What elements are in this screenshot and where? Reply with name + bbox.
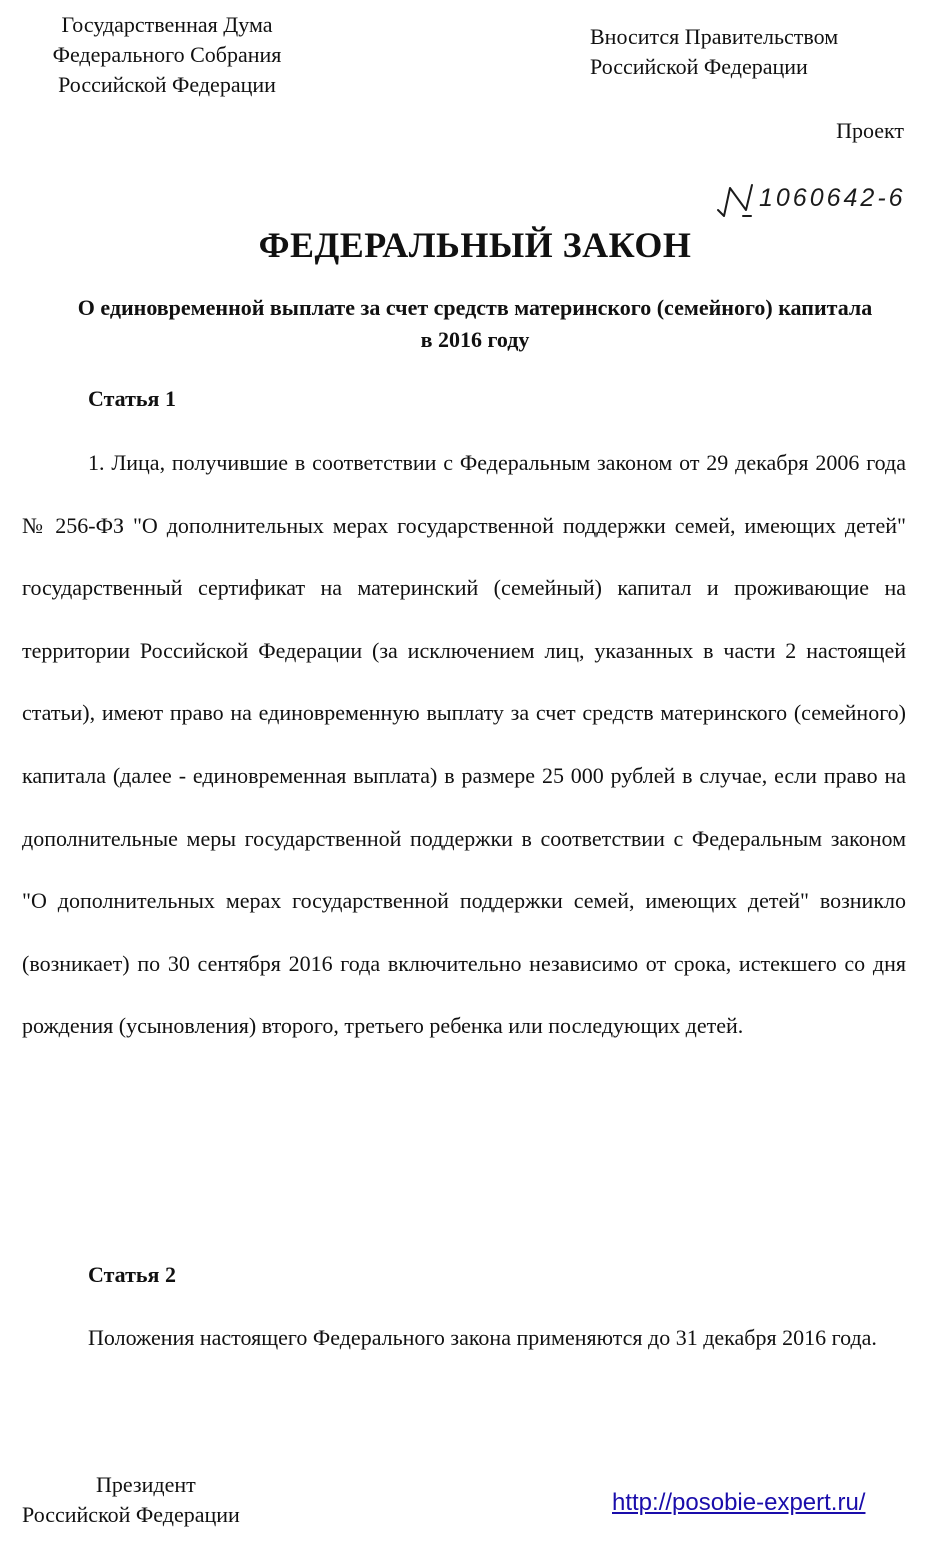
- header-left-line2: Федерального Собрания: [52, 42, 282, 67]
- signature-line2: Российской Федерации: [22, 1502, 240, 1527]
- header-right-block: [590, 22, 920, 82]
- project-label: Проект: [836, 118, 904, 143]
- handwritten-registration-number: [715, 176, 930, 224]
- document-subtitle: О единовременной выплате за счет средств материнского (семейного) капитала в 2016 году: [77, 295, 873, 352]
- article1-heading: Статья 1: [88, 386, 176, 411]
- article1-text: 1. Лица, получившие в соответствии с Федеральным законом от 29 декабря 2006 года № 256-ФЗ "О дополнительных мерах государственной поддержки семей, имеющих детей" государственный сертификат на материнский (семейный) капитал и проживающие на территории Российской Федерации (за исключением лиц, указанных в части 2 настоящей статьи), имеют право на единовременную выплату за счет средств материнского (семейного) капитала (далее - единовременная выплата) в размере 25 000 рублей в случае, если право на дополнительные меры государственной поддержки в соответствии с Федеральным законом "О дополнительных мерах государственной поддержки семей, имеющих детей" возникло (возникает) по 30 сентября 2016 года включительно независимо от срока, истекшего со дня рождения (усыновления) второго, третьего ребенка или последующих детей.: [22, 450, 906, 1039]
- header-left-block: [22, 10, 312, 100]
- svg-text:1060642-6: 1060642-6: [759, 184, 906, 212]
- signature-line1: Президент: [96, 1472, 196, 1497]
- header-right-line2: Российской Федерации: [590, 54, 808, 79]
- signature-block: [22, 1470, 312, 1530]
- document-title: ФЕДЕРАЛЬНЫЙ ЗАКОН: [258, 225, 692, 265]
- website-link[interactable]: http://posobie-expert.ru/: [612, 1489, 866, 1516]
- header-left-line1: Государственная Дума: [61, 12, 273, 37]
- header-right-line1: Вносится Правительством: [590, 24, 839, 49]
- article2-text: Положения настоящего Федерального закона применяются до 31 декабря 2016 года.: [88, 1325, 877, 1350]
- article2-heading: Статья 2: [88, 1262, 176, 1287]
- header-left-line3: Российской Федерации: [58, 72, 276, 97]
